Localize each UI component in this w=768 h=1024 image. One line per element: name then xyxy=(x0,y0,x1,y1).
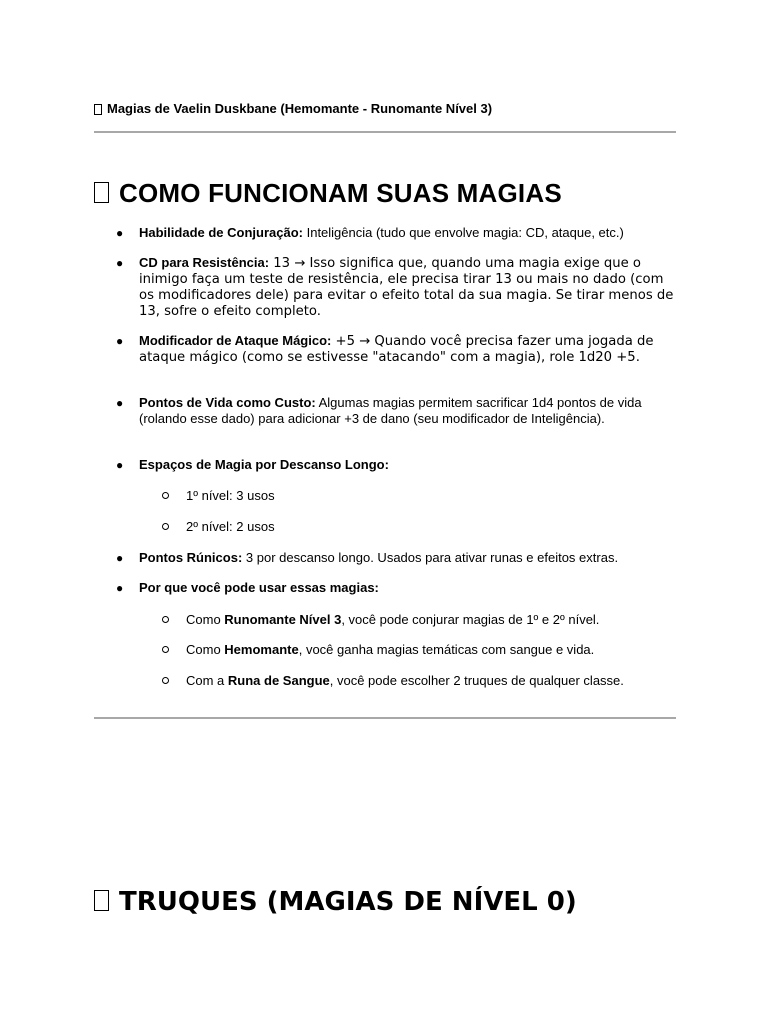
bullet-icon: ● xyxy=(116,458,124,472)
missing-glyph-icon xyxy=(94,104,102,115)
section-heading-text: COMO FUNCIONAM SUAS MAGIAS xyxy=(119,178,562,208)
item-label: Espaços de Magia por Descanso Longo: xyxy=(139,457,389,472)
bullet-icon: ● xyxy=(116,226,124,240)
bullet-icon: ● xyxy=(116,581,124,595)
item-label: Por que você pode usar essas magias: xyxy=(139,580,379,595)
reason-hemomante xyxy=(186,642,676,658)
list-item-hit-points-cost xyxy=(139,395,669,427)
horizontal-rule xyxy=(94,717,676,719)
list-item-spellcasting-ability xyxy=(139,225,679,241)
reason-bold: Runomante Nível 3 xyxy=(224,612,342,627)
reason-post: , você pode conjurar magias de 1º e 2º nível. xyxy=(341,612,600,627)
item-text: 13 → Isso significa que, quando uma magia exige que o inimigo faça um teste de resistência, ele precisa tirar 13 ou mais no dado (com os modificadores dele) para evitar o efeito total da sua magia. Se tirar menos de 13, sofre o efeito completo. xyxy=(139,256,674,319)
list-item-rune-points xyxy=(139,550,679,566)
item-text: +5 → Quando você precisa fazer uma jogada de ataque mágico (como se estivesse "atacando" com a magia), role 1d20 +5. xyxy=(139,334,654,365)
reason-post: , você pode escolher 2 truques de qualquer classe. xyxy=(329,673,624,688)
reason-runomante xyxy=(186,612,676,628)
reason-pre: Como xyxy=(186,642,225,657)
bullet-icon: ● xyxy=(116,396,124,410)
item-label: Habilidade de Conjuração: xyxy=(139,225,303,240)
bullet-icon: ● xyxy=(116,256,124,270)
circle-bullet-icon xyxy=(162,616,169,623)
item-label: Pontos Rúnicos: xyxy=(139,550,243,565)
reason-post: , você ganha magias temáticas com sangue e vida. xyxy=(298,642,595,657)
reason-pre: Com a xyxy=(186,673,228,688)
spell-slot-level-2: 2º nível: 2 usos xyxy=(186,519,275,534)
circle-bullet-icon xyxy=(162,492,169,499)
section-heading-how-spells-work xyxy=(94,178,562,209)
item-text: Algumas magias permitem sacrificar 1d4 pontos de vida (rolando esse dado) para adicionar +3 de dano (seu modificador de Inteligência). xyxy=(139,395,642,426)
item-label: Pontos de Vida como Custo: xyxy=(139,395,316,410)
missing-glyph-icon xyxy=(94,182,109,203)
item-text: Inteligência (tudo que envolve magia: CD, ataque, etc.) xyxy=(302,225,624,240)
section-heading-text: TRUQUES (MAGIAS DE NÍVEL 0) xyxy=(119,887,577,917)
bullet-icon: ● xyxy=(116,334,124,348)
missing-glyph-icon xyxy=(94,890,109,911)
reason-bold: Runa de Sangue xyxy=(227,673,330,688)
item-label: Modificador de Ataque Mágico: xyxy=(139,333,332,348)
list-item-why-you-can-use xyxy=(139,580,679,596)
list-item-save-dc xyxy=(139,255,679,320)
list-item-spell-attack-modifier xyxy=(139,333,679,366)
item-label: CD para Resistência: xyxy=(139,255,270,270)
section-heading-cantrips xyxy=(94,887,577,917)
circle-bullet-icon xyxy=(162,523,169,530)
list-item-spell-slots xyxy=(139,457,679,473)
circle-bullet-icon xyxy=(162,677,169,684)
document-title-text: Magias de Vaelin Duskbane (Hemomante - Runomante Nível 3) xyxy=(107,101,493,116)
document-title xyxy=(94,101,492,116)
circle-bullet-icon xyxy=(162,646,169,653)
reason-pre: Como xyxy=(186,612,225,627)
reason-bold: Hemomante xyxy=(224,642,299,657)
item-text: 3 por descanso longo. Usados para ativar runas e efeitos extras. xyxy=(242,550,619,565)
reason-blood-rune xyxy=(186,673,676,689)
bullet-icon: ● xyxy=(116,551,124,565)
horizontal-rule xyxy=(94,131,676,133)
spell-slot-level-1: 1º nível: 3 usos xyxy=(186,488,275,503)
